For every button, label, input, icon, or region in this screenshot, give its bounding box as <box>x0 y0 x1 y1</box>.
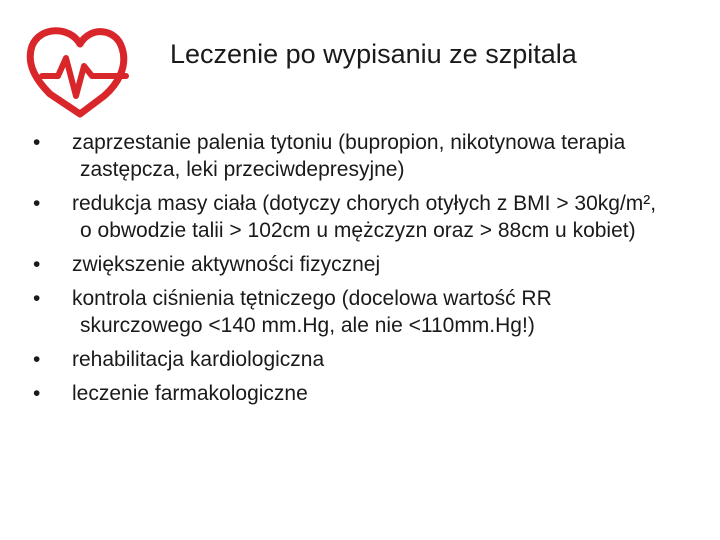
bullet-text: rehabilitacja kardiologiczna <box>72 348 325 371</box>
bullet-marker: • <box>33 287 41 310</box>
slide-title: Leczenie po wypisaniu ze szpitala <box>170 39 577 69</box>
bullet-marker: • <box>33 382 41 405</box>
bullet-list <box>33 129 673 414</box>
bullet-marker: • <box>33 192 41 215</box>
list-item <box>33 190 673 244</box>
bullet-text: redukcja masy ciała (dotyczy chorych otyłych z BMI > 30kg/m², o obwodzie talii > 102cm u mężczyzn oraz > 88cm u kobiet) <box>72 192 657 242</box>
bullet-text: leczenie farmakologiczne <box>72 382 308 405</box>
list-item <box>33 285 673 339</box>
bullet-text: zwiększenie aktywności fizycznej <box>72 253 381 276</box>
list-item <box>33 346 673 373</box>
list-item <box>33 380 673 407</box>
heart-ecg-icon <box>22 14 132 124</box>
list-item <box>33 129 673 183</box>
bullet-marker: • <box>33 253 41 276</box>
bullet-text: kontrola ciśnienia tętniczego (docelowa wartość RR skurczowego <140 mm.Hg, ale nie <110mm.Hg!) <box>72 287 552 337</box>
bullet-text: zaprzestanie palenia tytoniu (bupropion, nikotynowa terapia zastępcza, leki przeciwdepresyjne) <box>72 131 626 181</box>
bullet-marker: • <box>33 131 41 154</box>
bullet-marker: • <box>33 348 41 371</box>
list-item <box>33 251 673 278</box>
